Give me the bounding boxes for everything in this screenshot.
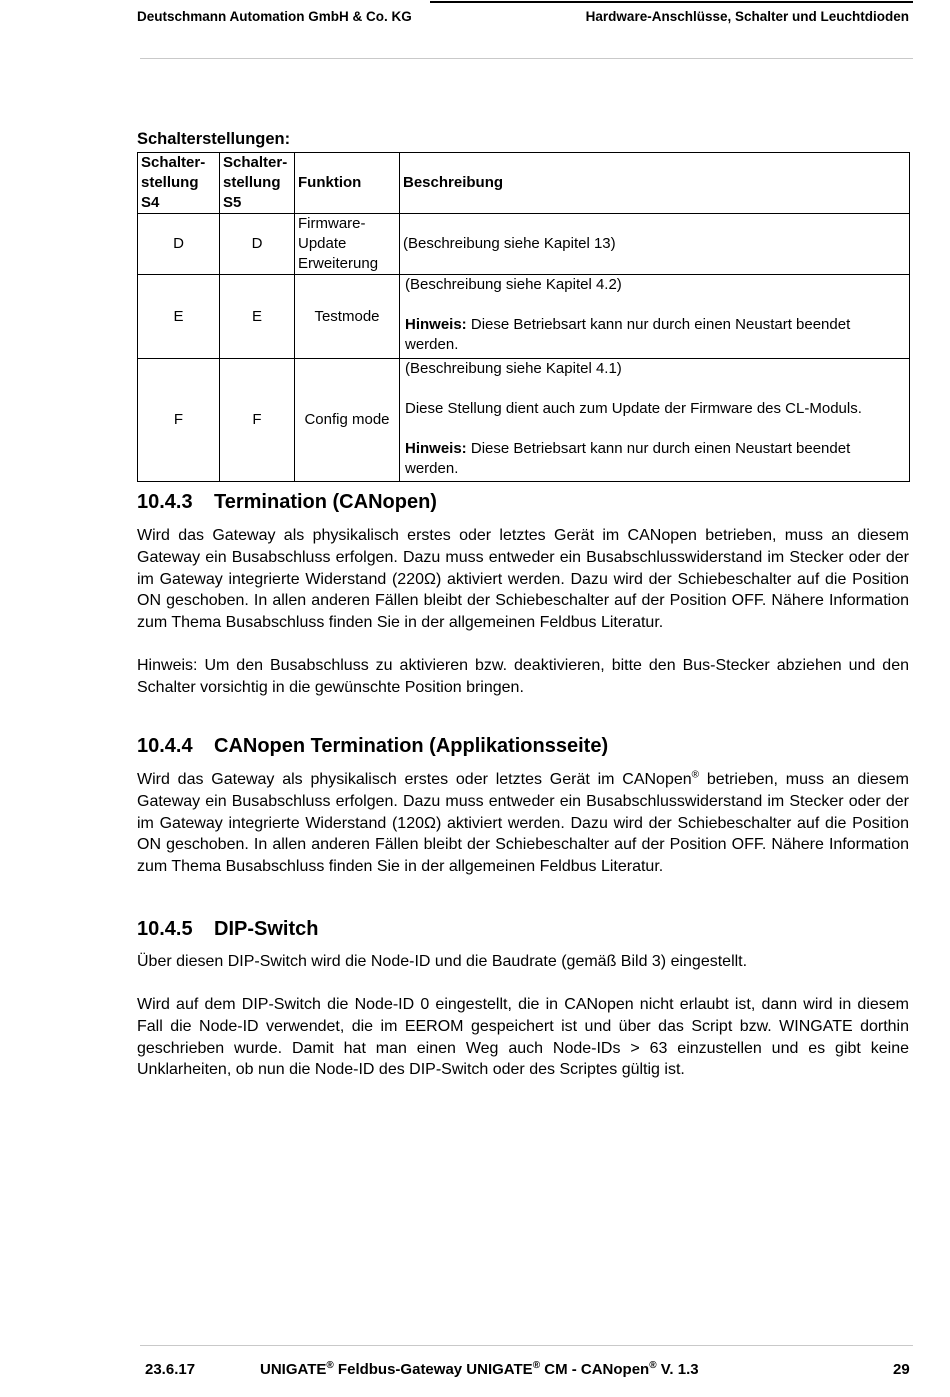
paragraph-text: Wird das Gateway als physikalisch erstes oder letztes Gerät im CANopen <box>137 771 692 788</box>
cell-s5: F <box>220 359 295 482</box>
desc-line: (Beschreibung siehe Kapitel 13) <box>403 235 616 252</box>
hint-line <box>405 315 906 355</box>
footer-date: 23.6.17 <box>145 1361 196 1378</box>
paragraph-application-termination <box>137 769 909 878</box>
paragraph-termination: Wird das Gateway als physikalisch erstes oder letztes Gerät im CANopen betrieben, muss an diesem Gateway ein Busabschluss erfolgen. Dazu muss entweder ein Busabschlusswiderstand im Stecker oder der im Gateway integrierte Widerstand (220Ω) aktiviert werden. Dazu wird der Schiebeschalter auf die Position ON geschoben. In allen anderen Fällen bleibt der Schiebeschalter auf der Position OFF. Nähere Information zum Thema Busabschluss finden Sie in der allgemeinen Feldbus Literatur. <box>137 527 909 632</box>
heading-title: CANopen Termination (Applikationsseite) <box>214 735 609 757</box>
header-chapter: Hardware-Anschlüsse, Schalter und Leuchtdioden <box>585 9 909 24</box>
heading-10-4-5 <box>137 918 318 941</box>
cell-beschreibung <box>400 359 910 482</box>
hint-line <box>405 439 906 479</box>
footer-title-part: V. 1.3 <box>656 1361 699 1378</box>
table-header-row <box>138 153 910 214</box>
paragraph-node-id: Wird auf dem DIP-Switch die Node-ID 0 eingestellt, die in CANopen nicht erlaubt ist, dann wird in diesem Fall die Node-ID verwendet, die im EEROM gespeichert ist und über das Script bzw. WINGATE dorthin geschrieben wurde. Damit hat man einen Weg auch Node-IDs > 63 einzustellen und es gibt keine Unklarheiten, ob nun die Node-ID des DIP-Switch oder des Scriptes gültig ist. <box>137 996 909 1079</box>
cell-s5: E <box>220 275 295 359</box>
table-row <box>138 359 910 482</box>
cell-s4: E <box>138 275 220 359</box>
paragraph-text: betrieben, muss an diesem Gateway ein Busabschluss erfolgen. Dazu muss entweder ein Busabschlusswiderstand im Stecker oder der im Gateway integrierte Widerstand (120Ω) aktiviert werden. Dazu wird der Schiebeschalter auf die Position ON geschoben. In allen anderen Fällen bleibt der Schiebeschalter auf der Position OFF. Nähere Information zum Thema Busabschluss finden Sie in der allgemeinen Feldbus Literatur. <box>137 771 910 876</box>
desc-line: (Beschreibung siehe Kapitel 4.1) <box>405 360 622 377</box>
desc-line: (Beschreibung siehe Kapitel 4.2) <box>405 276 622 293</box>
cell-s4: D <box>138 214 220 275</box>
table-title: Schalterstellungen: <box>137 130 291 148</box>
header-s4: Schalter- stellung S4 <box>138 153 220 214</box>
registered-mark: ® <box>649 1360 657 1371</box>
hint-text: Diese Betriebsart kann nur durch einen Neustart beendet werden. <box>405 316 851 353</box>
paragraph-termination-note: Hinweis: Um den Busabschluss zu aktivieren bzw. deaktivieren, bitte den Bus-Stecker abziehen und den Schalter vorsichtig in die gewünschte Position bringen. <box>137 657 909 696</box>
header-divider <box>140 58 913 59</box>
desc-line: Diese Stellung dient auch zum Update der Firmware des CL-Moduls. <box>405 400 862 417</box>
header-funktion: Funktion <box>295 153 400 214</box>
footer-title-part: Feldbus-Gateway UNIGATE <box>333 1361 533 1378</box>
switch-settings-table <box>137 152 910 482</box>
hint-text: Diese Betriebsart kann nur durch einen Neustart beendet werden. <box>405 440 851 477</box>
footer-document-title <box>260 1361 699 1378</box>
cell-beschreibung <box>400 214 910 275</box>
heading-number: 10.4.3 <box>137 491 193 513</box>
cell-beschreibung <box>400 275 910 359</box>
registered-mark: ® <box>691 769 700 781</box>
heading-number: 10.4.4 <box>137 735 193 757</box>
cell-funktion: Testmode <box>295 275 400 359</box>
heading-10-4-3 <box>137 491 437 514</box>
cell-s4: F <box>138 359 220 482</box>
hint-label: Hinweis: <box>405 440 467 457</box>
table-row <box>138 214 910 275</box>
cell-s5: D <box>220 214 295 275</box>
cell-funktion: Firmware- Update Erweiterung <box>295 214 400 275</box>
header-beschreibung: Beschreibung <box>400 153 910 214</box>
footer-title-part: UNIGATE <box>260 1361 327 1378</box>
cell-funktion: Config mode <box>295 359 400 482</box>
footer-divider <box>140 1345 913 1346</box>
hint-label: Hinweis: <box>405 316 467 333</box>
footer-title-part: CM - CANopen <box>540 1361 650 1378</box>
footer-page-number: 29 <box>893 1361 910 1378</box>
heading-title: DIP-Switch <box>214 918 319 940</box>
registered-mark: ® <box>326 1360 334 1371</box>
header-top-rule <box>430 1 913 3</box>
heading-title: Termination (CANopen) <box>214 491 437 513</box>
header-s5: Schalter- stellung S5 <box>220 153 295 214</box>
paragraph-dip-switch: Über diesen DIP-Switch wird die Node-ID und die Baudrate (gemäß Bild 3) eingestellt. <box>137 953 748 970</box>
header-company: Deutschmann Automation GmbH & Co. KG <box>137 9 412 24</box>
heading-10-4-4 <box>137 735 608 758</box>
table-row <box>138 275 910 359</box>
heading-number: 10.4.5 <box>137 918 193 940</box>
registered-mark: ® <box>532 1360 541 1371</box>
